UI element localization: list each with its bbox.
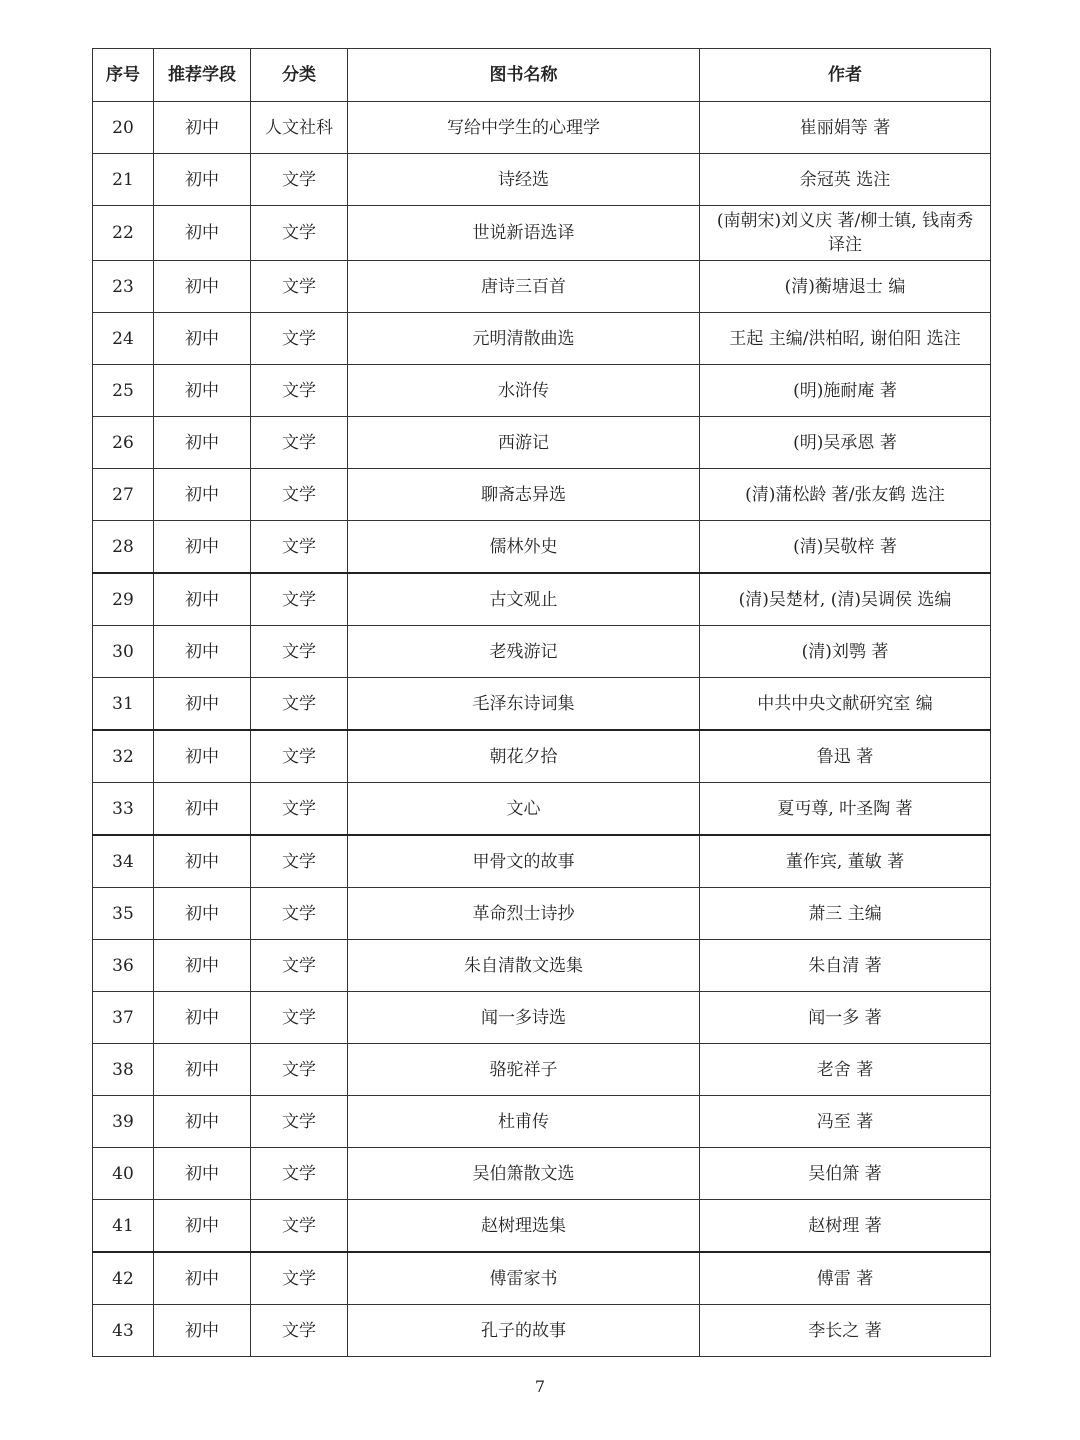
cell-author: 傅雷 著 bbox=[700, 1252, 991, 1305]
cell-category: 文学 bbox=[251, 730, 348, 783]
cell-index: 39 bbox=[93, 1096, 154, 1148]
cell-index: 35 bbox=[93, 888, 154, 940]
cell-title: 杜甫传 bbox=[348, 1096, 700, 1148]
table-row bbox=[93, 1148, 991, 1200]
cell-stage: 初中 bbox=[154, 102, 251, 154]
header-author: 作者 bbox=[700, 49, 991, 102]
cell-index: 43 bbox=[93, 1305, 154, 1357]
cell-index: 23 bbox=[93, 261, 154, 313]
cell-stage: 初中 bbox=[154, 417, 251, 469]
cell-index: 41 bbox=[93, 1200, 154, 1253]
table-row bbox=[93, 206, 991, 261]
cell-title: 唐诗三百首 bbox=[348, 261, 700, 313]
cell-stage: 初中 bbox=[154, 1252, 251, 1305]
header-row bbox=[93, 49, 991, 102]
cell-author: 冯至 著 bbox=[700, 1096, 991, 1148]
cell-author: 鲁迅 著 bbox=[700, 730, 991, 783]
cell-stage: 初中 bbox=[154, 261, 251, 313]
cell-index: 40 bbox=[93, 1148, 154, 1200]
cell-stage: 初中 bbox=[154, 469, 251, 521]
cell-title: 元明清散曲选 bbox=[348, 313, 700, 365]
cell-index: 28 bbox=[93, 521, 154, 574]
cell-title: 孔子的故事 bbox=[348, 1305, 700, 1357]
cell-author: 夏丏尊, 叶圣陶 著 bbox=[700, 783, 991, 836]
table-row bbox=[93, 835, 991, 888]
header-category: 分类 bbox=[251, 49, 348, 102]
cell-index: 26 bbox=[93, 417, 154, 469]
cell-index: 25 bbox=[93, 365, 154, 417]
cell-category: 文学 bbox=[251, 1096, 348, 1148]
cell-stage: 初中 bbox=[154, 888, 251, 940]
table-row bbox=[93, 940, 991, 992]
cell-stage: 初中 bbox=[154, 992, 251, 1044]
cell-category: 文学 bbox=[251, 365, 348, 417]
cell-category: 文学 bbox=[251, 626, 348, 678]
cell-stage: 初中 bbox=[154, 573, 251, 626]
cell-stage: 初中 bbox=[154, 154, 251, 206]
cell-category: 文学 bbox=[251, 1200, 348, 1253]
cell-category: 文学 bbox=[251, 154, 348, 206]
cell-author: (清)刘鹗 著 bbox=[700, 626, 991, 678]
header-title: 图书名称 bbox=[348, 49, 700, 102]
cell-index: 38 bbox=[93, 1044, 154, 1096]
cell-index: 27 bbox=[93, 469, 154, 521]
cell-category: 文学 bbox=[251, 783, 348, 836]
cell-category: 文学 bbox=[251, 888, 348, 940]
cell-title: 文心 bbox=[348, 783, 700, 836]
cell-title: 吴伯箫散文选 bbox=[348, 1148, 700, 1200]
cell-stage: 初中 bbox=[154, 730, 251, 783]
cell-category: 文学 bbox=[251, 1044, 348, 1096]
table-row bbox=[93, 1044, 991, 1096]
cell-title: 甲骨文的故事 bbox=[348, 835, 700, 888]
cell-author: (清)蒲松龄 著/张友鹤 选注 bbox=[700, 469, 991, 521]
table-row bbox=[93, 888, 991, 940]
book-list-table bbox=[92, 48, 991, 1357]
cell-stage: 初中 bbox=[154, 626, 251, 678]
table-row bbox=[93, 1200, 991, 1253]
cell-stage: 初中 bbox=[154, 313, 251, 365]
cell-author: 赵树理 著 bbox=[700, 1200, 991, 1253]
cell-stage: 初中 bbox=[154, 1200, 251, 1253]
table-row bbox=[93, 261, 991, 313]
cell-index: 30 bbox=[93, 626, 154, 678]
cell-title: 诗经选 bbox=[348, 154, 700, 206]
cell-index: 36 bbox=[93, 940, 154, 992]
cell-index: 24 bbox=[93, 313, 154, 365]
cell-index: 22 bbox=[93, 206, 154, 261]
header-index: 序号 bbox=[93, 49, 154, 102]
cell-author: (清)蘅塘退士 编 bbox=[700, 261, 991, 313]
page-number: 7 bbox=[534, 1377, 546, 1396]
header-stage: 推荐学段 bbox=[154, 49, 251, 102]
table-row bbox=[93, 783, 991, 836]
table-row bbox=[93, 102, 991, 154]
cell-category: 文学 bbox=[251, 313, 348, 365]
cell-title: 水浒传 bbox=[348, 365, 700, 417]
table-row bbox=[93, 154, 991, 206]
cell-author: 吴伯箫 著 bbox=[700, 1148, 991, 1200]
cell-category: 文学 bbox=[251, 521, 348, 574]
cell-title: 写给中学生的心理学 bbox=[348, 102, 700, 154]
cell-title: 闻一多诗选 bbox=[348, 992, 700, 1044]
cell-index: 29 bbox=[93, 573, 154, 626]
cell-index: 33 bbox=[93, 783, 154, 836]
cell-title: 革命烈士诗抄 bbox=[348, 888, 700, 940]
cell-author: 闻一多 著 bbox=[700, 992, 991, 1044]
cell-stage: 初中 bbox=[154, 365, 251, 417]
cell-author: 萧三 主编 bbox=[700, 888, 991, 940]
cell-author: 老舍 著 bbox=[700, 1044, 991, 1096]
table-row bbox=[93, 730, 991, 783]
cell-index: 37 bbox=[93, 992, 154, 1044]
cell-category: 文学 bbox=[251, 835, 348, 888]
cell-category: 文学 bbox=[251, 469, 348, 521]
table-row bbox=[93, 573, 991, 626]
cell-author: (清)吴敬梓 著 bbox=[700, 521, 991, 574]
cell-category: 文学 bbox=[251, 678, 348, 731]
cell-title: 朱自清散文选集 bbox=[348, 940, 700, 992]
cell-title: 傅雷家书 bbox=[348, 1252, 700, 1305]
cell-index: 34 bbox=[93, 835, 154, 888]
cell-category: 文学 bbox=[251, 1252, 348, 1305]
cell-stage: 初中 bbox=[154, 206, 251, 261]
table-row bbox=[93, 678, 991, 731]
cell-stage: 初中 bbox=[154, 835, 251, 888]
cell-stage: 初中 bbox=[154, 1096, 251, 1148]
cell-title: 古文观止 bbox=[348, 573, 700, 626]
cell-category: 文学 bbox=[251, 1305, 348, 1357]
cell-author: 李长之 著 bbox=[700, 1305, 991, 1357]
cell-title: 儒林外史 bbox=[348, 521, 700, 574]
cell-stage: 初中 bbox=[154, 1044, 251, 1096]
table-row bbox=[93, 1096, 991, 1148]
cell-title: 朝花夕拾 bbox=[348, 730, 700, 783]
cell-author: (清)吴楚材, (清)吴调侯 选编 bbox=[700, 573, 991, 626]
cell-category: 人文社科 bbox=[251, 102, 348, 154]
cell-author: 崔丽娟等 著 bbox=[700, 102, 991, 154]
table-row bbox=[93, 521, 991, 574]
cell-category: 文学 bbox=[251, 1148, 348, 1200]
cell-author: (南朝宋)刘义庆 著/柳士镇, 钱南秀 译注 bbox=[700, 206, 991, 261]
cell-title: 西游记 bbox=[348, 417, 700, 469]
cell-stage: 初中 bbox=[154, 940, 251, 992]
cell-author: 朱自清 著 bbox=[700, 940, 991, 992]
table-row bbox=[93, 1305, 991, 1357]
table-row bbox=[93, 365, 991, 417]
cell-index: 31 bbox=[93, 678, 154, 731]
cell-category: 文学 bbox=[251, 261, 348, 313]
cell-stage: 初中 bbox=[154, 783, 251, 836]
table-row bbox=[93, 313, 991, 365]
cell-index: 20 bbox=[93, 102, 154, 154]
cell-stage: 初中 bbox=[154, 1305, 251, 1357]
table-row bbox=[93, 626, 991, 678]
cell-index: 32 bbox=[93, 730, 154, 783]
table-row bbox=[93, 417, 991, 469]
cell-title: 毛泽东诗词集 bbox=[348, 678, 700, 731]
cell-stage: 初中 bbox=[154, 521, 251, 574]
table-body bbox=[93, 102, 991, 1357]
cell-author: (明)吴承恩 著 bbox=[700, 417, 991, 469]
table-row bbox=[93, 1252, 991, 1305]
table-row bbox=[93, 469, 991, 521]
cell-category: 文学 bbox=[251, 940, 348, 992]
cell-stage: 初中 bbox=[154, 1148, 251, 1200]
cell-category: 文学 bbox=[251, 992, 348, 1044]
cell-author: 中共中央文献研究室 编 bbox=[700, 678, 991, 731]
table-header bbox=[93, 49, 991, 102]
cell-title: 聊斋志异选 bbox=[348, 469, 700, 521]
cell-index: 42 bbox=[93, 1252, 154, 1305]
cell-author: 王起 主编/洪柏昭, 谢伯阳 选注 bbox=[700, 313, 991, 365]
cell-title: 老残游记 bbox=[348, 626, 700, 678]
table-row bbox=[93, 992, 991, 1044]
cell-author: (明)施耐庵 著 bbox=[700, 365, 991, 417]
cell-author: 余冠英 选注 bbox=[700, 154, 991, 206]
cell-title: 世说新语选译 bbox=[348, 206, 700, 261]
cell-category: 文学 bbox=[251, 573, 348, 626]
cell-title: 骆驼祥子 bbox=[348, 1044, 700, 1096]
cell-category: 文学 bbox=[251, 417, 348, 469]
cell-category: 文学 bbox=[251, 206, 348, 261]
cell-title: 赵树理选集 bbox=[348, 1200, 700, 1253]
cell-author: 董作宾, 董敏 著 bbox=[700, 835, 991, 888]
cell-index: 21 bbox=[93, 154, 154, 206]
cell-stage: 初中 bbox=[154, 678, 251, 731]
